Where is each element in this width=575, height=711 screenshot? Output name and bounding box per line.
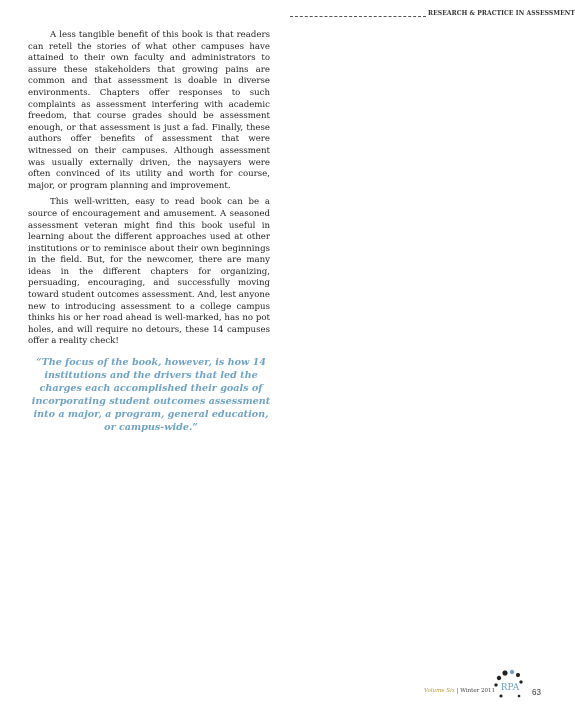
- rpa-logo-icon: [492, 669, 528, 703]
- footer-issue: Winter 2011: [460, 688, 495, 694]
- article-body: [28, 30, 270, 353]
- footer-issue-info: [424, 688, 495, 694]
- article-paragraph-2: This well-written, easy to read book can be a source of encouragement and amusement. A seasoned assessment veteran might find this book useful in learning about the different approaches used at other institutions or to reminisce about their own beginnings in the field. But, for the newcomer, there are many ideas in the different chapters for organizing, persuading, encouraging, and successfully moving toward student outcomes assessment. And, lest anyone new to introducing assessment to a college campus thinks his or her road ahead is well-marked, has no pot holes, and will require no detours, these 14 campuses offer a reality check!: [28, 197, 270, 347]
- footer-volume: Volume Six: [424, 688, 455, 694]
- running-header: RESEARCH & PRACTICE IN ASSESSMENT: [428, 10, 575, 17]
- page-number: 63: [532, 688, 541, 697]
- footer-separator: |: [454, 688, 461, 694]
- header-dashed-rule: [290, 16, 426, 17]
- pull-quote: “The focus of the book, however, is how 14 institutions and the drivers that led the charges each accomplished their goals of incorporating student outcomes assessment into a major, a program, general education, or campus-wide.”: [31, 357, 271, 433]
- article-paragraph-1: A less tangible benefit of this book is that readers can retell the stories of what other campuses have attained to their own faculty and administrators to assure these stakeholders that growing pains are common and that assessment is doable in diverse environments. Chapters offer responses to such complaints as assessment interfering with academic freedom, that course grades should be assessment enough, or that assessment is just a fad. Finally, these authors offer benefits of assessment that were witnessed on their campuses. Although assessment was usually externally driven, the naysayers were often convinced of its utility and worth for course, major, or program planning and improvement.: [28, 30, 270, 191]
- rpa-logo-text: RPA: [500, 683, 520, 693]
